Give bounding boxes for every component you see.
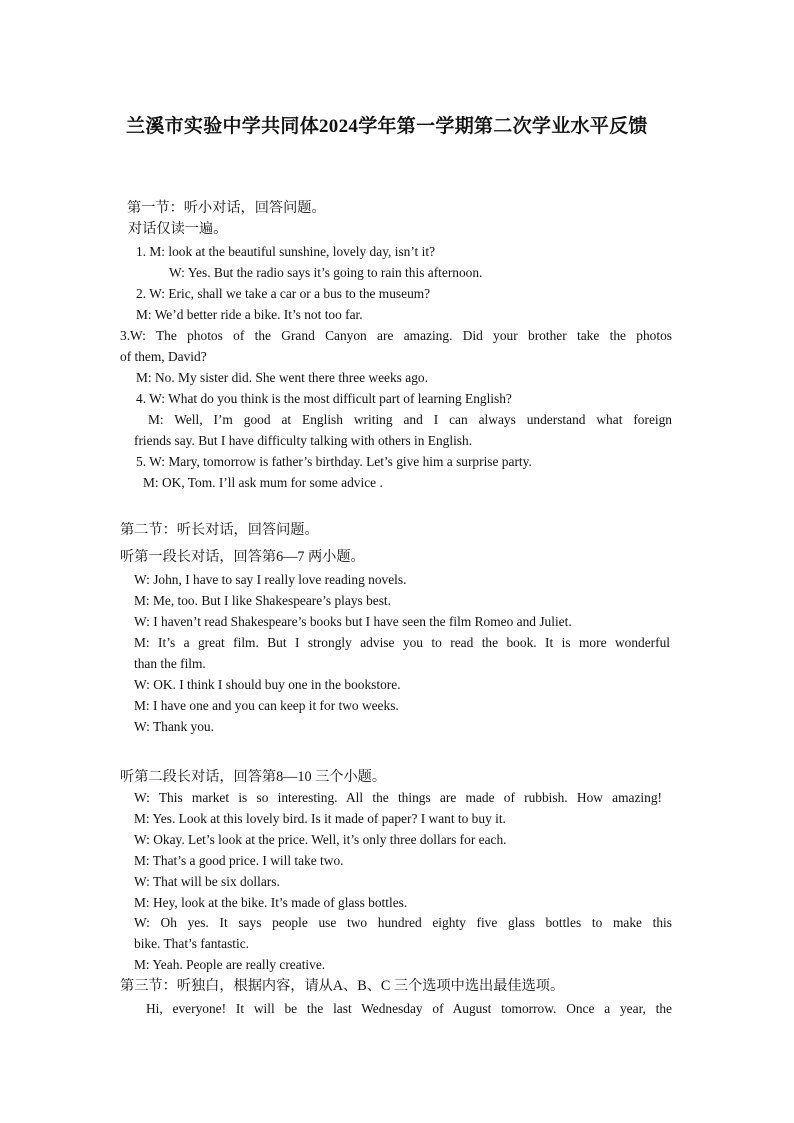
dialogue-line: M: I have one and you can keep it for two weeks. xyxy=(134,698,399,713)
dialogue-line: 4. W: What do you think is the most difficult part of learning English? xyxy=(136,391,512,406)
dialogue-line: W: OK. I think I should buy one in the bookstore. xyxy=(134,677,401,692)
subsection-heading: 听第一段长对话，回答第6—7 两小题。 xyxy=(120,549,365,565)
dialogue-line: M: Hey, look at the bike. It’s made of glass bottles. xyxy=(134,895,408,910)
dialogue-line: M: Me, too. But I like Shakespeare’s plays best. xyxy=(134,593,391,608)
subsection-heading: 听第二段长对话，回答第8—10 三个小题。 xyxy=(120,769,387,785)
dialogue-line: M: Yeah. People are really creative. xyxy=(134,957,326,972)
dialogue-line: W: Okay. Let’s look at the price. Well, it’s only three dollars for each. xyxy=(134,832,507,847)
section-heading: 第一节：听小对话，回答问题。 xyxy=(127,200,326,216)
monologue-line: Hi, everyone! It will be the last Wednesday of August tomorrow. Once a year, the xyxy=(146,1001,672,1016)
dialogue-line: W: I haven’t read Shakespeare’s books but I have seen the film Romeo and Juliet. xyxy=(134,614,572,629)
dialogue-line: 5. W: Mary, tomorrow is father’s birthday. Let’s give him a surprise party. xyxy=(136,454,532,469)
section-heading: 第三节：听独白，根据内容，请从A、B、C 三个选项中选出最佳选项。 xyxy=(120,978,565,994)
dialogue-line: W: Oh yes. It says people use two hundred eighty five glass bottles to make this xyxy=(134,915,672,930)
dialogue-line: M: Well, I’m good at English writing and I can always understand what foreign xyxy=(148,412,672,427)
dialogue-line: M: Yes. Look at this lovely bird. Is it made of paper? I want to buy it. xyxy=(134,811,506,826)
dialogue-line: W: That will be six dollars. xyxy=(134,874,280,889)
dialogue-line: M: We’d better ride a bike. It’s not too far. xyxy=(136,307,363,322)
dialogue-line: M: No. My sister did. She went there three weeks ago. xyxy=(136,370,428,385)
dialogue-line: W: John, I have to say I really love reading novels. xyxy=(134,572,407,587)
dialogue-line: 2. W: Eric, shall we take a car or a bus to the museum? xyxy=(136,286,431,301)
dialogue-line: 3.W: The photos of the Grand Canyon are amazing. Did your brother take the photos xyxy=(120,328,672,343)
dialogue-line: M: It’s a great film. But I strongly advise you to read the book. It is more wonderful xyxy=(134,635,670,650)
section-note: 对话仅读一遍。 xyxy=(128,221,228,237)
dialogue-line: bike. That’s fantastic. xyxy=(134,936,250,951)
dialogue-line: than the film. xyxy=(134,656,206,671)
dialogue-line: W: This market is so interesting. All the things are made of rubbish. How amazing! xyxy=(134,790,662,805)
dialogue-line: M: OK, Tom. I’ll ask mum for some advice . xyxy=(143,475,383,490)
dialogue-line: 1. M: look at the beautiful sunshine, lovely day, isn’t it? xyxy=(136,244,436,259)
page-title: 兰溪市实验中学共同体2024学年第一学期第二次学业水平反馈 xyxy=(126,116,648,137)
dialogue-line: W: Yes. But the radio says it’s going to rain this afternoon. xyxy=(169,265,483,280)
dialogue-line: W: Thank you. xyxy=(134,719,214,734)
section-heading: 第二节：听长对话，回答问题。 xyxy=(120,522,319,538)
dialogue-line: of them, David? xyxy=(120,349,207,364)
dialogue-line: M: That’s a good price. I will take two. xyxy=(134,853,344,868)
dialogue-line: friends say. But I have difficulty talking with others in English. xyxy=(134,433,473,448)
